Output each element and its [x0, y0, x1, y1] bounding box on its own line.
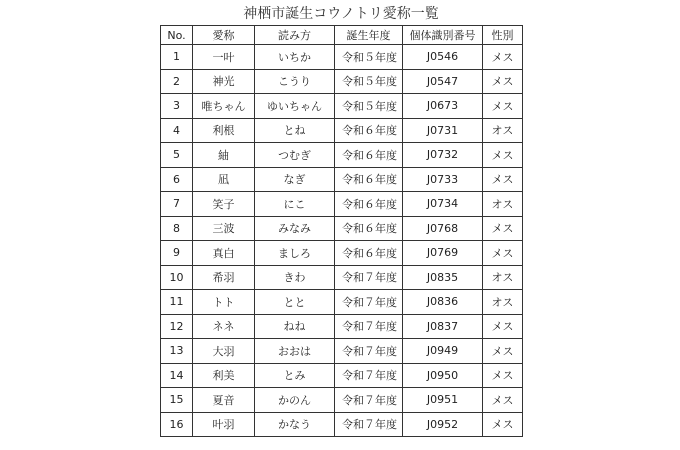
cell-reading: とみ — [255, 363, 335, 388]
cell-no: 7 — [161, 192, 193, 217]
cell-id: J0836 — [403, 290, 483, 315]
cell-birth-year: 令和６年度 — [335, 167, 403, 192]
table-row — [161, 192, 523, 217]
cell-id: J0949 — [403, 339, 483, 364]
cell-id: J0950 — [403, 363, 483, 388]
cell-reading: かのん — [255, 388, 335, 413]
cell-sex: メス — [483, 69, 523, 94]
cell-no: 8 — [161, 216, 193, 241]
cell-nickname: 利根 — [193, 118, 255, 143]
cell-sex: メス — [483, 314, 523, 339]
cell-nickname: 凪 — [193, 167, 255, 192]
cell-reading: つむぎ — [255, 143, 335, 168]
cell-id: J0837 — [403, 314, 483, 339]
cell-sex: メス — [483, 363, 523, 388]
table-row — [161, 241, 523, 266]
header-nickname: 愛称 — [193, 26, 255, 45]
cell-no: 3 — [161, 94, 193, 119]
cell-no: 12 — [161, 314, 193, 339]
cell-no: 6 — [161, 167, 193, 192]
table-row — [161, 143, 523, 168]
table-body — [161, 45, 523, 437]
cell-id: J0733 — [403, 167, 483, 192]
cell-no: 5 — [161, 143, 193, 168]
cell-id: J0951 — [403, 388, 483, 413]
cell-reading: こうり — [255, 69, 335, 94]
cell-sex: オス — [483, 290, 523, 315]
table-row — [161, 388, 523, 413]
cell-nickname: 紬 — [193, 143, 255, 168]
header-reading: 読み方 — [255, 26, 335, 45]
table-row — [161, 363, 523, 388]
cell-birth-year: 令和６年度 — [335, 216, 403, 241]
cell-reading: なぎ — [255, 167, 335, 192]
cell-no: 15 — [161, 388, 193, 413]
cell-nickname: 笑子 — [193, 192, 255, 217]
cell-birth-year: 令和５年度 — [335, 94, 403, 119]
cell-nickname: 唯ちゃん — [193, 94, 255, 119]
table-row — [161, 314, 523, 339]
cell-sex: メス — [483, 143, 523, 168]
cell-no: 9 — [161, 241, 193, 266]
cell-sex: メス — [483, 45, 523, 70]
table-row — [161, 265, 523, 290]
cell-reading: きわ — [255, 265, 335, 290]
cell-no: 13 — [161, 339, 193, 364]
cell-id: J0731 — [403, 118, 483, 143]
cell-no: 11 — [161, 290, 193, 315]
cell-id: J0546 — [403, 45, 483, 70]
table-row — [161, 45, 523, 70]
cell-reading: ましろ — [255, 241, 335, 266]
cell-id: J0952 — [403, 412, 483, 437]
table-header — [161, 26, 523, 45]
cell-reading: ねね — [255, 314, 335, 339]
cell-reading: おおは — [255, 339, 335, 364]
cell-no: 4 — [161, 118, 193, 143]
table-row — [161, 69, 523, 94]
header-id: 個体識別番号 — [403, 26, 483, 45]
cell-birth-year: 令和６年度 — [335, 192, 403, 217]
cell-reading: とと — [255, 290, 335, 315]
cell-nickname: 叶羽 — [193, 412, 255, 437]
document-title: 神栖市誕生コウノトリ愛称一覧 — [243, 6, 439, 22]
cell-no: 16 — [161, 412, 193, 437]
cell-sex: オス — [483, 118, 523, 143]
cell-nickname: 大羽 — [193, 339, 255, 364]
cell-id: J0673 — [403, 94, 483, 119]
header-row — [161, 26, 523, 45]
table-row — [161, 216, 523, 241]
cell-sex: メス — [483, 167, 523, 192]
cell-sex: メス — [483, 412, 523, 437]
cell-id: J0769 — [403, 241, 483, 266]
cell-id: J0732 — [403, 143, 483, 168]
cell-birth-year: 令和６年度 — [335, 241, 403, 266]
cell-reading: とね — [255, 118, 335, 143]
cell-birth-year: 令和６年度 — [335, 118, 403, 143]
cell-reading: いちか — [255, 45, 335, 70]
cell-no: 1 — [161, 45, 193, 70]
table-row — [161, 167, 523, 192]
cell-nickname: 神光 — [193, 69, 255, 94]
cell-nickname: 夏音 — [193, 388, 255, 413]
cell-nickname: 利美 — [193, 363, 255, 388]
cell-id: J0734 — [403, 192, 483, 217]
cell-birth-year: 令和７年度 — [335, 388, 403, 413]
cell-sex: オス — [483, 265, 523, 290]
header-sex: 性別 — [483, 26, 523, 45]
cell-birth-year: 令和６年度 — [335, 143, 403, 168]
nickname-table — [160, 25, 523, 437]
cell-birth-year: 令和５年度 — [335, 45, 403, 70]
cell-id: J0547 — [403, 69, 483, 94]
cell-sex: メス — [483, 216, 523, 241]
cell-no: 10 — [161, 265, 193, 290]
cell-nickname: 一叶 — [193, 45, 255, 70]
cell-nickname: トト — [193, 290, 255, 315]
cell-birth-year: 令和５年度 — [335, 69, 403, 94]
table-row — [161, 290, 523, 315]
cell-birth-year: 令和７年度 — [335, 265, 403, 290]
cell-sex: メス — [483, 94, 523, 119]
cell-sex: メス — [483, 388, 523, 413]
cell-nickname: 三波 — [193, 216, 255, 241]
cell-reading: にこ — [255, 192, 335, 217]
cell-nickname: 真白 — [193, 241, 255, 266]
cell-sex: メス — [483, 241, 523, 266]
cell-birth-year: 令和７年度 — [335, 412, 403, 437]
cell-no: 2 — [161, 69, 193, 94]
table-row — [161, 118, 523, 143]
table-row — [161, 94, 523, 119]
cell-reading: みなみ — [255, 216, 335, 241]
cell-sex: メス — [483, 339, 523, 364]
cell-nickname: 希羽 — [193, 265, 255, 290]
cell-birth-year: 令和７年度 — [335, 314, 403, 339]
cell-birth-year: 令和７年度 — [335, 363, 403, 388]
table-row — [161, 339, 523, 364]
cell-nickname: ネネ — [193, 314, 255, 339]
header-no: No. — [161, 26, 193, 45]
cell-reading: かなう — [255, 412, 335, 437]
table-row — [161, 412, 523, 437]
cell-id: J0768 — [403, 216, 483, 241]
cell-reading: ゆいちゃん — [255, 94, 335, 119]
cell-no: 14 — [161, 363, 193, 388]
cell-id: J0835 — [403, 265, 483, 290]
cell-sex: オス — [483, 192, 523, 217]
cell-birth-year: 令和７年度 — [335, 339, 403, 364]
header-birth-year: 誕生年度 — [335, 26, 403, 45]
cell-birth-year: 令和７年度 — [335, 290, 403, 315]
